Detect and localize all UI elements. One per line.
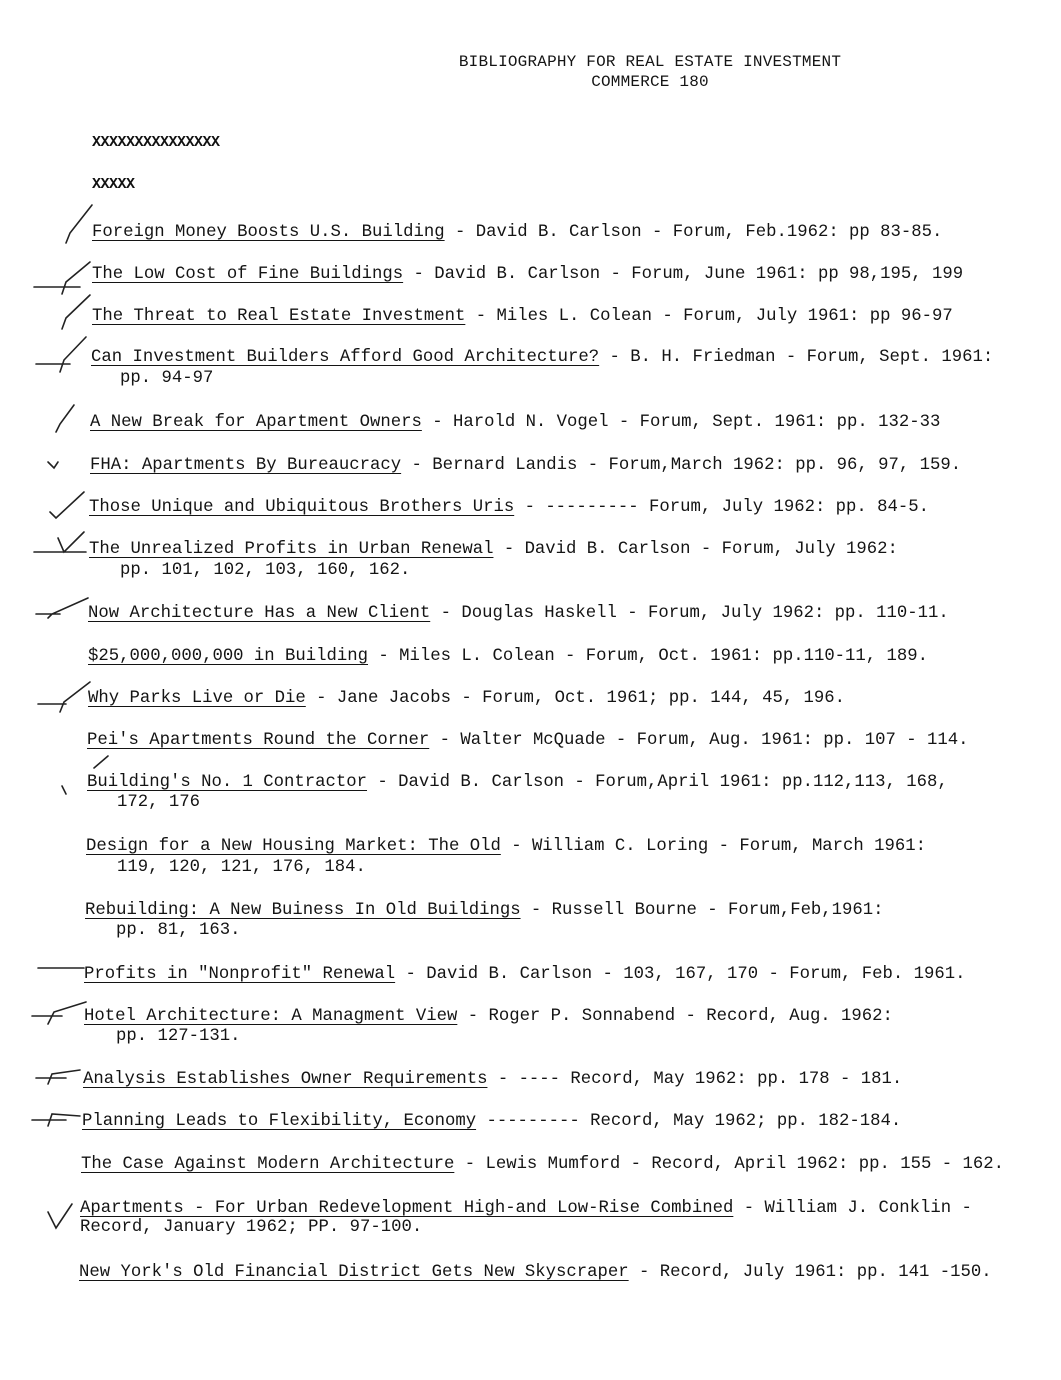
entry-citation: - Jane Jacobs - Forum, Oct. 1961; pp. 144, 45, 196.: [305, 689, 846, 708]
entry-title: Hotel Architecture: A Managment View: [84, 1007, 458, 1026]
entry-continuation: 119, 120, 121, 176, 184.: [117, 858, 366, 877]
entry-continuation: pp. 127-131.: [116, 1027, 241, 1046]
entry-title: Building's No. 1 Contractor: [87, 773, 368, 792]
entry-title: Profits in "Nonprofit" Renewal: [84, 965, 396, 984]
course-name: COMMERCE 180: [591, 73, 709, 91]
entry-citation: - Walter McQuade - Forum, Aug. 1961: pp. 107 - 114.: [429, 731, 969, 750]
entry-citation: - Douglas Haskell - Forum, July 1962: pp. 110-11.: [430, 604, 949, 623]
entry-citation: - B. H. Friedman - Forum, Sept. 1961:: [599, 348, 994, 367]
entry-citation: - Miles L. Colean - Forum, July 1961: pp 96-97: [465, 307, 953, 326]
entry-citation: - --------- Forum, July 1962: pp. 84-5.: [514, 498, 930, 517]
entry-title: Those Unique and Ubiquitous Brothers Uris: [89, 498, 515, 517]
entry-title: A New Break for Apartment Owners: [90, 413, 422, 432]
entry-citation: - Record, July 1961: pp. 141 -150.: [628, 1263, 992, 1282]
entry-citation: - William J. Conklin -: [733, 1199, 972, 1218]
entry-title: The Threat to Real Estate Investment: [92, 307, 466, 326]
check-mark-icon: [36, 337, 86, 372]
entry-citation: - Bernard Landis - Forum,March 1962: pp. 96, 97, 159.: [401, 456, 962, 475]
entry-citation: - Russell Bourne - Forum,Feb,1961:: [520, 901, 884, 920]
entry-title: Can Investment Builders Afford Good Architecture?: [91, 348, 600, 367]
check-mark-icon: [62, 786, 66, 794]
check-mark-icon: [34, 262, 90, 294]
check-mark-icon: [32, 1114, 80, 1126]
check-mark-icon: [50, 492, 84, 518]
entry-citation: - David B. Carlson - Forum, Feb.1962: pp 83-85.: [444, 223, 943, 242]
check-mark-icon: [48, 1204, 72, 1228]
entry-citation: - David B. Carlson - Forum,April 1961: pp.112,113, 168,: [367, 773, 948, 792]
entry-title: Pei's Apartments Round the Corner: [87, 731, 430, 750]
check-mark-icon: [32, 1002, 86, 1024]
check-mark-icon: [38, 682, 90, 712]
entry-citation: - Lewis Mumford - Record, April 1962: pp. 155 - 162.: [454, 1155, 1004, 1174]
entry-title: New York's Old Financial District Gets New Skyscraper: [79, 1263, 629, 1282]
entry-title: $25,000,000,000 in Building: [88, 647, 369, 666]
entry-title: Foreign Money Boosts U.S. Building: [92, 223, 445, 242]
entry-citation: - Harold N. Vogel - Forum, Sept. 1961: pp. 132-33: [421, 413, 941, 432]
entry-citation: - ---- Record, May 1962: pp. 178 - 181.: [487, 1070, 903, 1089]
entry-continuation: pp. 101, 102, 103, 160, 162.: [120, 561, 411, 580]
struck-out-line: XXXXX: [92, 176, 135, 193]
entry-citation: - David B. Carlson - Forum, July 1962:: [493, 540, 898, 559]
entry-title: The Unrealized Profits in Urban Renewal: [89, 540, 494, 559]
check-mark-icon: [48, 462, 58, 468]
entry-title: Why Parks Live or Die: [88, 689, 306, 708]
check-mark-icon: [66, 205, 92, 243]
check-mark-icon: [56, 405, 74, 432]
entry-title: FHA: Apartments By Bureaucracy: [90, 456, 402, 475]
entry-continuation: 172, 176: [117, 793, 200, 812]
entry-title: Apartments - For Urban Redevelopment High-and Low-Rise Combined: [80, 1199, 734, 1218]
entry-title: Rebuilding: A New Buiness In Old Buildings: [85, 901, 521, 920]
entry-continuation: pp. 81, 163.: [116, 921, 241, 940]
entry-continuation: pp. 94-97: [120, 369, 214, 388]
check-mark-icon: [62, 295, 90, 329]
check-mark-icon: [36, 1070, 80, 1084]
struck-out-line: XXXXXXXXXXXXXXX: [92, 134, 220, 151]
entry-citation: --------- Record, May 1962; pp. 182-184.: [476, 1112, 902, 1131]
check-mark-icon: [36, 598, 88, 618]
entry-citation: - Roger P. Sonnabend - Record, Aug. 1962:: [457, 1007, 893, 1026]
entry-title: The Case Against Modern Architecture: [81, 1155, 455, 1174]
entry-citation: - Miles L. Colean - Forum, Oct. 1961: pp.110-11, 189.: [368, 647, 929, 666]
entry-citation: - David B. Carlson - Forum, June 1961: pp 98,195, 199: [403, 265, 964, 284]
entry-citation: - David B. Carlson - 103, 167, 170 - Forum, Feb. 1961.: [395, 965, 966, 984]
entry-title: Now Architecture Has a New Client: [88, 604, 431, 623]
entry-citation: - William C. Loring - Forum, March 1961:: [500, 837, 927, 856]
entry-title: The Low Cost of Fine Buildings: [92, 265, 404, 284]
entry-title: Design for a New Housing Market: The Old: [86, 837, 501, 856]
document-title: BIBLIOGRAPHY FOR REAL ESTATE INVESTMENT: [458, 53, 842, 71]
entry-title: Planning Leads to Flexibility, Economy: [82, 1112, 477, 1131]
check-mark-icon: [94, 756, 108, 768]
check-mark-icon: [34, 532, 86, 552]
entry-title: Analysis Establishes Owner Requirements: [83, 1070, 488, 1089]
entry-continuation: Record, January 1962; PP. 97-100.: [80, 1218, 423, 1237]
